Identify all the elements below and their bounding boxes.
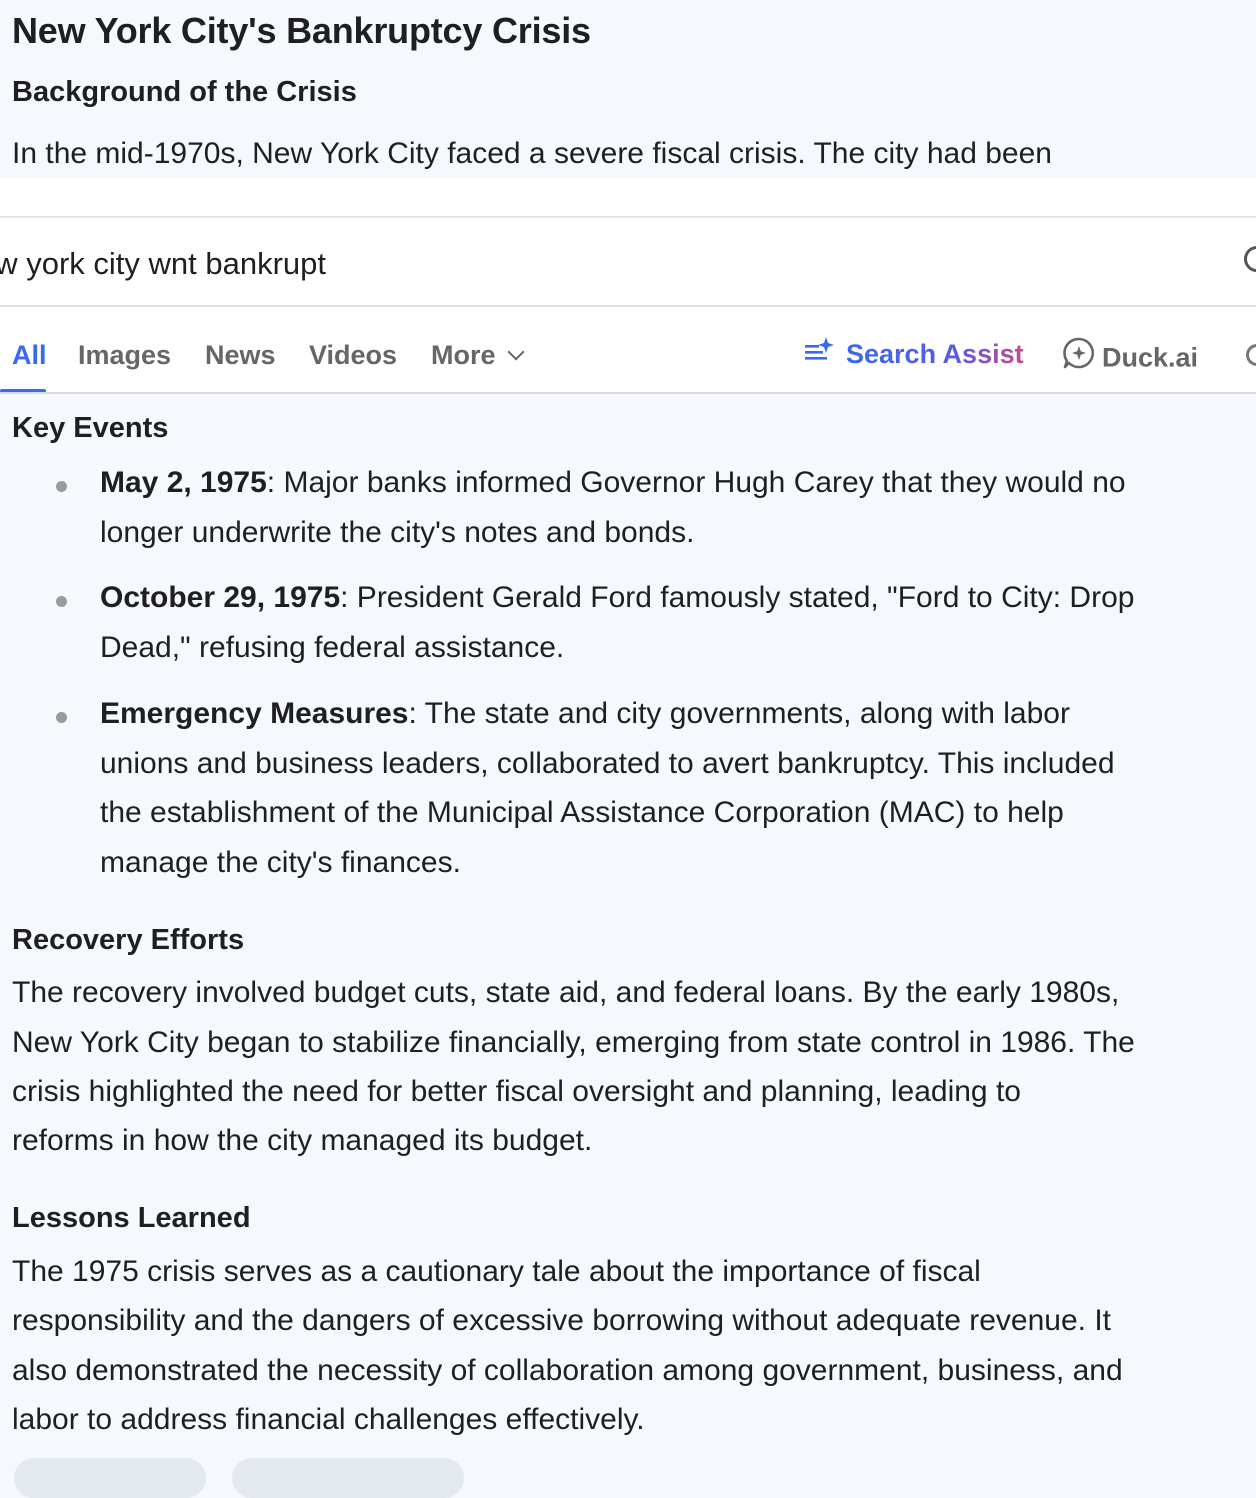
article-top: [0, 0, 1256, 178]
bullet-icon: [56, 596, 67, 607]
page-title: New York City's Bankruptcy Crisis: [12, 10, 591, 51]
sparkle-list-icon: [804, 336, 834, 369]
event-date: October 29, 1975: [100, 581, 341, 614]
event-text-line: the establishment of the Municipal Assistance Corporation (MAC) to help: [100, 796, 1064, 829]
event-text-line: unions and business leaders, collaborated to avert bankruptcy. This included: [100, 747, 1115, 780]
tab-more-label: More: [431, 340, 496, 370]
event-text-line: Dead," refusing federal assistance.: [100, 631, 565, 664]
bullet-icon: [56, 481, 67, 492]
lessons-text-line: labor to address financial challenges effectively.: [12, 1403, 645, 1436]
background-text-line: In the mid-1970s, New York City faced a severe fiscal crisis. The city had been: [12, 137, 1052, 170]
lessons-heading: Lessons Learned: [12, 1202, 251, 1234]
event-date: May 2, 1975: [100, 466, 267, 499]
lessons-text-line: also demonstrated the necessity of collaboration among government, business, and: [12, 1354, 1123, 1387]
recovery-heading: Recovery Efforts: [12, 924, 245, 956]
tab-more[interactable]: [431, 340, 522, 371]
event-text-line: longer underwrite the city's notes and bonds.: [100, 516, 695, 549]
recovery-text-line: The recovery involved budget cuts, state aid, and federal loans. By the early 1980s,: [12, 976, 1120, 1009]
chat-sparkle-icon: [1062, 336, 1096, 377]
event-text: : President Gerald Ford famously stated, "Ford to City: Drop: [340, 581, 1135, 614]
tab-videos[interactable]: Videos: [309, 340, 398, 370]
background-heading: Background of the Crisis: [12, 76, 357, 108]
lessons-text-line: responsibility and the dangers of excessive borrowing without adequate revenue. It: [12, 1304, 1111, 1337]
list-item: [100, 697, 1070, 731]
tab-all[interactable]: All: [12, 340, 47, 370]
divider: [0, 216, 1256, 218]
tab-news[interactable]: News: [205, 340, 276, 370]
list-item: [100, 466, 1126, 500]
event-text-line: manage the city's finances.: [100, 846, 461, 879]
recovery-text-line: reforms in how the city managed its budget.: [12, 1124, 593, 1157]
follow-up-chip[interactable]: [14, 1458, 206, 1498]
bullet-icon: [56, 712, 67, 723]
event-title: Emergency Measures: [100, 697, 409, 730]
duck-ai-button[interactable]: [1062, 339, 1198, 380]
follow-up-chip[interactable]: [232, 1458, 464, 1498]
search-assist-label: Search Assist: [846, 339, 1024, 369]
tab-images[interactable]: Images: [78, 340, 172, 370]
recovery-text-line: crisis highlighted the need for better fiscal oversight and planning, leading to: [12, 1075, 1021, 1108]
search-assist-button[interactable]: [804, 339, 1024, 372]
chevron-down-icon: [507, 344, 524, 361]
event-text: : The state and city governments, along with labor: [408, 697, 1070, 730]
list-item: [100, 581, 1134, 615]
event-text: : Major banks informed Governor Hugh Carey that they would no: [266, 466, 1126, 499]
duck-ai-label: Duck.ai: [1102, 342, 1199, 373]
search-input[interactable]: [0, 244, 1218, 284]
recovery-text-line: New York City began to stabilize financially, emerging from state control in 1986. The: [12, 1026, 1135, 1059]
divider: [0, 392, 1256, 394]
lessons-text-line: The 1975 crisis serves as a cautionary tale about the importance of fiscal: [12, 1255, 981, 1288]
key-events-heading: Key Events: [12, 412, 169, 444]
